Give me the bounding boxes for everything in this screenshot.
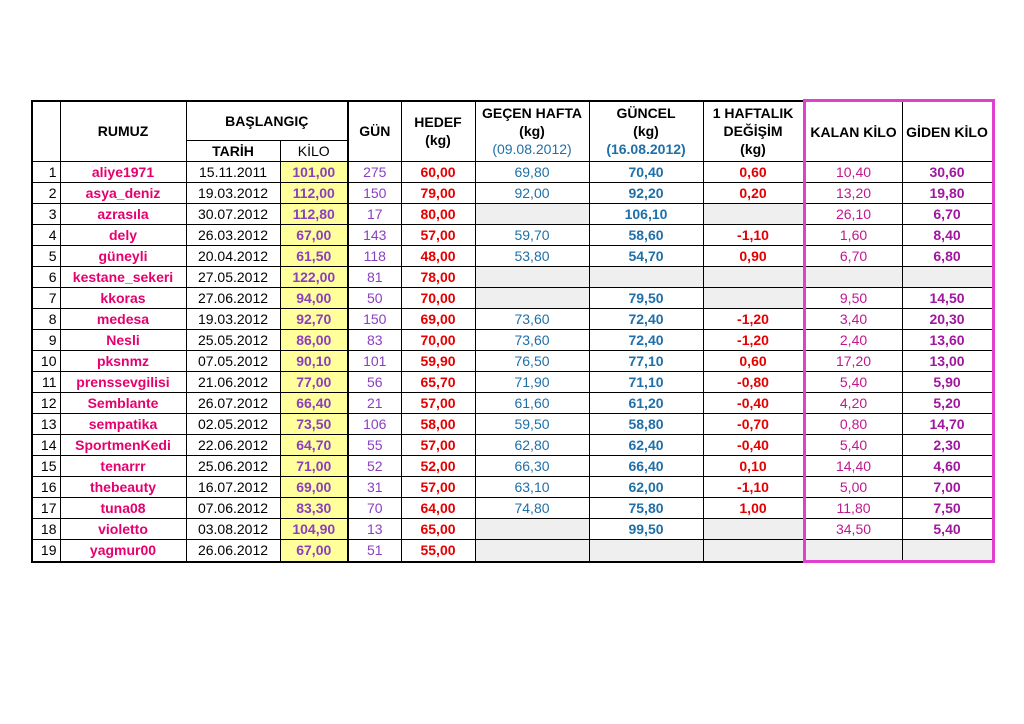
target-cell: 80,00 <box>401 204 475 225</box>
table-row <box>32 414 993 435</box>
last-week-cell: 73,60 <box>475 309 589 330</box>
row-number: 2 <box>32 183 60 204</box>
lost-cell: 5,90 <box>902 372 993 393</box>
table-row <box>32 225 993 246</box>
target-cell: 70,00 <box>401 330 475 351</box>
lost-cell: 6,80 <box>902 246 993 267</box>
start-weight-cell: 66,40 <box>280 393 348 414</box>
header-degisim <box>703 101 804 162</box>
header-kilo: KİLO <box>280 141 348 162</box>
start-weight-cell: 122,00 <box>280 267 348 288</box>
nickname-cell: aliye1971 <box>60 162 186 183</box>
nickname-cell: kestane_sekeri <box>60 267 186 288</box>
weekly-change-cell <box>703 204 804 225</box>
weekly-change-cell <box>703 540 804 562</box>
current-cell <box>589 267 703 288</box>
remaining-cell: 5,40 <box>804 435 902 456</box>
current-cell: 79,50 <box>589 288 703 309</box>
current-cell: 54,70 <box>589 246 703 267</box>
table-row <box>32 204 993 225</box>
lost-cell: 13,60 <box>902 330 993 351</box>
header-gecen-label: GEÇEN HAFTA <box>481 105 583 122</box>
days-cell: 17 <box>348 204 401 225</box>
start-date-cell: 26.07.2012 <box>186 393 280 414</box>
last-week-cell: 69,80 <box>475 162 589 183</box>
target-cell: 69,00 <box>401 309 475 330</box>
header-gecen-date: (09.08.2012) <box>492 141 572 158</box>
current-cell: 92,20 <box>589 183 703 204</box>
start-weight-cell: 61,50 <box>280 246 348 267</box>
header-hedef <box>401 101 475 162</box>
target-cell: 64,00 <box>401 498 475 519</box>
last-week-cell: 63,10 <box>475 477 589 498</box>
target-cell: 79,00 <box>401 183 475 204</box>
table-body <box>32 162 993 562</box>
row-number: 4 <box>32 225 60 246</box>
header-baslangic: BAŞLANGIÇ <box>186 101 348 141</box>
current-cell <box>589 540 703 562</box>
last-week-cell: 76,50 <box>475 351 589 372</box>
lost-cell: 19,80 <box>902 183 993 204</box>
start-date-cell: 30.07.2012 <box>186 204 280 225</box>
weekly-change-cell: -0,40 <box>703 393 804 414</box>
start-date-cell: 15.11.2011 <box>186 162 280 183</box>
table-row <box>32 435 993 456</box>
current-cell: 106,10 <box>589 204 703 225</box>
nickname-cell: sempatika <box>60 414 186 435</box>
start-date-cell: 27.05.2012 <box>186 267 280 288</box>
remaining-cell: 34,50 <box>804 519 902 540</box>
days-cell: 51 <box>348 540 401 562</box>
table-row <box>32 162 993 183</box>
start-date-cell: 25.05.2012 <box>186 330 280 351</box>
last-week-cell: 59,70 <box>475 225 589 246</box>
nickname-cell: Nesli <box>60 330 186 351</box>
lost-cell: 6,70 <box>902 204 993 225</box>
table-row <box>32 246 993 267</box>
last-week-cell: 73,60 <box>475 330 589 351</box>
remaining-cell: 4,20 <box>804 393 902 414</box>
current-cell: 72,40 <box>589 330 703 351</box>
remaining-cell: 6,70 <box>804 246 902 267</box>
lost-cell: 13,00 <box>902 351 993 372</box>
last-week-cell <box>475 519 589 540</box>
header-degisim-line1: 1 HAFTALIK <box>712 105 794 122</box>
lost-cell <box>902 267 993 288</box>
current-cell: 99,50 <box>589 519 703 540</box>
header-tarih: TARİH <box>186 141 280 162</box>
start-date-cell: 27.06.2012 <box>186 288 280 309</box>
start-date-cell: 26.03.2012 <box>186 225 280 246</box>
remaining-cell: 5,40 <box>804 372 902 393</box>
nickname-cell: kkoras <box>60 288 186 309</box>
start-date-cell: 26.06.2012 <box>186 540 280 562</box>
weekly-change-cell: -1,10 <box>703 477 804 498</box>
header-gecen-unit: (kg) <box>519 123 545 140</box>
weekly-change-cell <box>703 288 804 309</box>
target-cell: 52,00 <box>401 456 475 477</box>
row-number: 18 <box>32 519 60 540</box>
row-number: 1 <box>32 162 60 183</box>
target-cell: 48,00 <box>401 246 475 267</box>
start-weight-cell: 69,00 <box>280 477 348 498</box>
lost-cell: 30,60 <box>902 162 993 183</box>
start-date-cell: 19.03.2012 <box>186 183 280 204</box>
header-degisim-unit: (kg) <box>740 141 766 158</box>
start-weight-cell: 67,00 <box>280 540 348 562</box>
weekly-change-cell <box>703 519 804 540</box>
target-cell: 57,00 <box>401 393 475 414</box>
header-row-number <box>32 101 60 162</box>
start-weight-cell: 86,00 <box>280 330 348 351</box>
start-weight-cell: 112,80 <box>280 204 348 225</box>
weekly-change-cell: -0,80 <box>703 372 804 393</box>
table-row <box>32 183 993 204</box>
nickname-cell: thebeauty <box>60 477 186 498</box>
row-number: 3 <box>32 204 60 225</box>
lost-cell: 4,60 <box>902 456 993 477</box>
current-cell: 75,80 <box>589 498 703 519</box>
table-row <box>32 309 993 330</box>
weekly-change-cell: 1,00 <box>703 498 804 519</box>
table-row <box>32 267 993 288</box>
current-cell: 58,60 <box>589 225 703 246</box>
start-date-cell: 07.06.2012 <box>186 498 280 519</box>
target-cell: 60,00 <box>401 162 475 183</box>
target-cell: 78,00 <box>401 267 475 288</box>
start-weight-cell: 83,30 <box>280 498 348 519</box>
weekly-change-cell: 0,60 <box>703 351 804 372</box>
nickname-cell: güneyli <box>60 246 186 267</box>
row-number: 9 <box>32 330 60 351</box>
current-cell: 58,80 <box>589 414 703 435</box>
row-number: 13 <box>32 414 60 435</box>
row-number: 12 <box>32 393 60 414</box>
header-degisim-line2: DEĞİŞİM <box>723 123 783 140</box>
nickname-cell: yagmur00 <box>60 540 186 562</box>
last-week-cell <box>475 267 589 288</box>
current-cell: 62,40 <box>589 435 703 456</box>
header-guncel-unit: (kg) <box>633 123 659 140</box>
days-cell: 52 <box>348 456 401 477</box>
days-cell: 106 <box>348 414 401 435</box>
header-hedef-label: HEDEF <box>414 114 462 131</box>
start-weight-cell: 71,00 <box>280 456 348 477</box>
current-cell: 72,40 <box>589 309 703 330</box>
last-week-cell <box>475 288 589 309</box>
row-number: 14 <box>32 435 60 456</box>
days-cell: 81 <box>348 267 401 288</box>
current-cell: 71,10 <box>589 372 703 393</box>
nickname-cell: SportmenKedi <box>60 435 186 456</box>
target-cell: 65,00 <box>401 519 475 540</box>
table-row <box>32 540 993 562</box>
row-number: 16 <box>32 477 60 498</box>
nickname-cell: tuna08 <box>60 498 186 519</box>
last-week-cell: 71,90 <box>475 372 589 393</box>
weekly-change-cell: -0,70 <box>703 414 804 435</box>
header-gecen-hafta <box>475 101 589 162</box>
target-cell: 59,90 <box>401 351 475 372</box>
days-cell: 150 <box>348 309 401 330</box>
days-cell: 13 <box>348 519 401 540</box>
remaining-cell: 9,50 <box>804 288 902 309</box>
days-cell: 21 <box>348 393 401 414</box>
start-date-cell: 02.05.2012 <box>186 414 280 435</box>
weekly-change-cell: 0,90 <box>703 246 804 267</box>
weekly-change-cell <box>703 267 804 288</box>
last-week-cell: 62,80 <box>475 435 589 456</box>
last-week-cell <box>475 204 589 225</box>
row-number: 11 <box>32 372 60 393</box>
row-number: 6 <box>32 267 60 288</box>
start-weight-cell: 92,70 <box>280 309 348 330</box>
lost-cell: 5,20 <box>902 393 993 414</box>
remaining-cell <box>804 267 902 288</box>
lost-cell: 7,00 <box>902 477 993 498</box>
lost-cell: 14,70 <box>902 414 993 435</box>
start-weight-cell: 77,00 <box>280 372 348 393</box>
remaining-cell: 1,60 <box>804 225 902 246</box>
lost-cell: 2,30 <box>902 435 993 456</box>
nickname-cell: violetto <box>60 519 186 540</box>
row-number: 15 <box>32 456 60 477</box>
current-cell: 62,00 <box>589 477 703 498</box>
remaining-cell: 5,00 <box>804 477 902 498</box>
nickname-cell: prenssevgilisi <box>60 372 186 393</box>
last-week-cell: 66,30 <box>475 456 589 477</box>
header-guncel-date: (16.08.2012) <box>606 141 686 158</box>
days-cell: 55 <box>348 435 401 456</box>
table-row <box>32 498 993 519</box>
nickname-cell: pksnmz <box>60 351 186 372</box>
nickname-cell: asya_deniz <box>60 183 186 204</box>
days-cell: 31 <box>348 477 401 498</box>
header-rumuz: RUMUZ <box>60 101 186 162</box>
start-weight-cell: 67,00 <box>280 225 348 246</box>
header-guncel <box>589 101 703 162</box>
current-cell: 70,40 <box>589 162 703 183</box>
current-cell: 61,20 <box>589 393 703 414</box>
start-weight-cell: 64,70 <box>280 435 348 456</box>
last-week-cell: 74,80 <box>475 498 589 519</box>
lost-cell <box>902 540 993 562</box>
nickname-cell: tenarrr <box>60 456 186 477</box>
last-week-cell: 53,80 <box>475 246 589 267</box>
start-weight-cell: 73,50 <box>280 414 348 435</box>
header-guncel-label: GÜNCEL <box>616 105 676 122</box>
row-number: 10 <box>32 351 60 372</box>
table-row <box>32 519 993 540</box>
weekly-change-cell: -1,10 <box>703 225 804 246</box>
row-number: 17 <box>32 498 60 519</box>
start-weight-cell: 94,00 <box>280 288 348 309</box>
last-week-cell: 61,60 <box>475 393 589 414</box>
remaining-cell: 26,10 <box>804 204 902 225</box>
current-cell: 77,10 <box>589 351 703 372</box>
header-giden-kilo: GİDEN KİLO <box>902 101 993 162</box>
start-date-cell: 19.03.2012 <box>186 309 280 330</box>
lost-cell: 5,40 <box>902 519 993 540</box>
header-kalan-kilo: KALAN KİLO <box>804 101 902 162</box>
table-row <box>32 288 993 309</box>
table-row <box>32 372 993 393</box>
remaining-cell: 0,80 <box>804 414 902 435</box>
remaining-cell <box>804 540 902 562</box>
weight-tracking-table <box>31 99 995 563</box>
remaining-cell: 14,40 <box>804 456 902 477</box>
days-cell: 50 <box>348 288 401 309</box>
last-week-cell: 59,50 <box>475 414 589 435</box>
current-cell: 66,40 <box>589 456 703 477</box>
nickname-cell: dely <box>60 225 186 246</box>
start-weight-cell: 101,00 <box>280 162 348 183</box>
lost-cell: 7,50 <box>902 498 993 519</box>
remaining-cell: 13,20 <box>804 183 902 204</box>
days-cell: 56 <box>348 372 401 393</box>
lost-cell: 20,30 <box>902 309 993 330</box>
start-date-cell: 21.06.2012 <box>186 372 280 393</box>
target-cell: 58,00 <box>401 414 475 435</box>
start-date-cell: 25.06.2012 <box>186 456 280 477</box>
weekly-change-cell: -1,20 <box>703 309 804 330</box>
weekly-change-cell: -0,40 <box>703 435 804 456</box>
row-number: 5 <box>32 246 60 267</box>
start-weight-cell: 104,90 <box>280 519 348 540</box>
table-row <box>32 477 993 498</box>
table-header <box>32 101 993 162</box>
nickname-cell: Semblante <box>60 393 186 414</box>
days-cell: 118 <box>348 246 401 267</box>
weekly-change-cell: 0,10 <box>703 456 804 477</box>
start-weight-cell: 112,00 <box>280 183 348 204</box>
target-cell: 70,00 <box>401 288 475 309</box>
last-week-cell: 92,00 <box>475 183 589 204</box>
nickname-cell: medesa <box>60 309 186 330</box>
target-cell: 65,70 <box>401 372 475 393</box>
start-date-cell: 22.06.2012 <box>186 435 280 456</box>
row-number: 8 <box>32 309 60 330</box>
days-cell: 101 <box>348 351 401 372</box>
days-cell: 143 <box>348 225 401 246</box>
table-row <box>32 393 993 414</box>
remaining-cell: 3,40 <box>804 309 902 330</box>
header-hedef-unit: (kg) <box>425 132 451 149</box>
lost-cell: 14,50 <box>902 288 993 309</box>
start-date-cell: 03.08.2012 <box>186 519 280 540</box>
lost-cell: 8,40 <box>902 225 993 246</box>
remaining-cell: 11,80 <box>804 498 902 519</box>
last-week-cell <box>475 540 589 562</box>
days-cell: 70 <box>348 498 401 519</box>
table-row <box>32 456 993 477</box>
table-row <box>32 330 993 351</box>
remaining-cell: 10,40 <box>804 162 902 183</box>
start-date-cell: 16.07.2012 <box>186 477 280 498</box>
start-date-cell: 20.04.2012 <box>186 246 280 267</box>
remaining-cell: 17,20 <box>804 351 902 372</box>
weekly-change-cell: 0,60 <box>703 162 804 183</box>
days-cell: 83 <box>348 330 401 351</box>
start-weight-cell: 90,10 <box>280 351 348 372</box>
target-cell: 57,00 <box>401 435 475 456</box>
remaining-cell: 2,40 <box>804 330 902 351</box>
row-number: 19 <box>32 540 60 562</box>
target-cell: 57,00 <box>401 477 475 498</box>
weekly-change-cell: -1,20 <box>703 330 804 351</box>
days-cell: 150 <box>348 183 401 204</box>
target-cell: 55,00 <box>401 540 475 562</box>
table-row <box>32 351 993 372</box>
weekly-change-cell: 0,20 <box>703 183 804 204</box>
target-cell: 57,00 <box>401 225 475 246</box>
start-date-cell: 07.05.2012 <box>186 351 280 372</box>
days-cell: 275 <box>348 162 401 183</box>
nickname-cell: azrasıla <box>60 204 186 225</box>
header-gun: GÜN <box>348 101 401 162</box>
row-number: 7 <box>32 288 60 309</box>
